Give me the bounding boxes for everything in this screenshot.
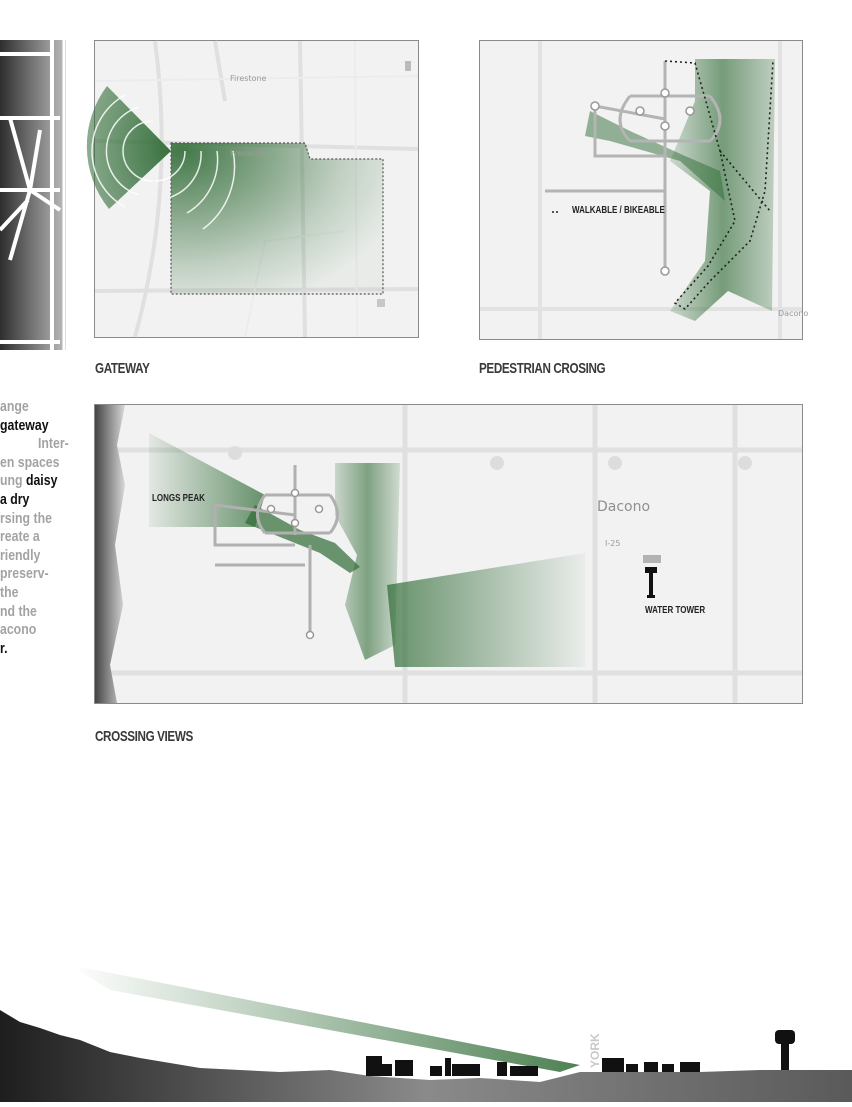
bottom-skyline [0, 940, 852, 1102]
side-text-line [0, 603, 37, 622]
side-text-segment: gateway [0, 416, 49, 434]
crossing-road-label: I-25 [605, 539, 621, 548]
side-text-segment: r. [0, 639, 8, 657]
side-text-segment: riendly [0, 546, 41, 564]
crossing-views-caption: CROSSING VIEWS [95, 728, 193, 745]
longs-peak-label: LONGS PEAK [152, 493, 205, 504]
pedestrian-crossing-caption: PEDESTRIAN CROSING [479, 360, 606, 377]
side-text-line [0, 584, 18, 603]
side-text-segment: reate a [0, 528, 40, 546]
side-text-segment: daisy [25, 472, 58, 490]
walkable-bikeable-legend: WALKABLE / BIKEABLE [572, 205, 665, 216]
side-text-segment: preserv- [0, 565, 49, 583]
pedestrian-road-label: Dacono [778, 309, 809, 318]
water-tower-icon [643, 555, 661, 598]
water-tower-label: WATER TOWER [645, 605, 706, 616]
pedestrian-crossing-map [479, 40, 809, 340]
side-text-segment: Inter- [38, 435, 69, 453]
side-text-line [0, 491, 29, 510]
side-text-line [0, 454, 59, 473]
side-text-segment: en spaces [0, 453, 60, 471]
side-text-segment: rsing the [0, 509, 52, 527]
side-text-segment: nd the [0, 602, 37, 620]
side-text-line [0, 510, 52, 529]
side-text-segment: ange [0, 398, 29, 415]
gateway-map-label-1: Firestone [230, 74, 267, 83]
left-map-thumbnail [0, 40, 74, 352]
side-narrative [0, 398, 80, 708]
side-text-line [0, 528, 40, 547]
gateway-map [94, 40, 419, 338]
side-text-line [0, 472, 57, 491]
york-label: YORK [588, 1033, 602, 1068]
side-text-segment: acono [0, 621, 37, 639]
crossing-town-label: Dacono [597, 499, 651, 515]
gateway-map-label-2: Frederick [230, 149, 267, 158]
side-text-line [38, 435, 69, 454]
side-text-line [0, 417, 49, 436]
gateway-caption: GATEWAY [95, 360, 150, 377]
side-text-segment: ung [0, 472, 26, 490]
side-text-line [0, 398, 29, 417]
side-text-line [0, 640, 8, 659]
side-text-line [0, 547, 40, 566]
side-text-line [0, 565, 49, 584]
crossing-views-map [94, 404, 803, 704]
side-text-segment: the [0, 584, 19, 601]
side-text-line [0, 621, 36, 640]
side-text-segment: a dry [0, 491, 30, 508]
